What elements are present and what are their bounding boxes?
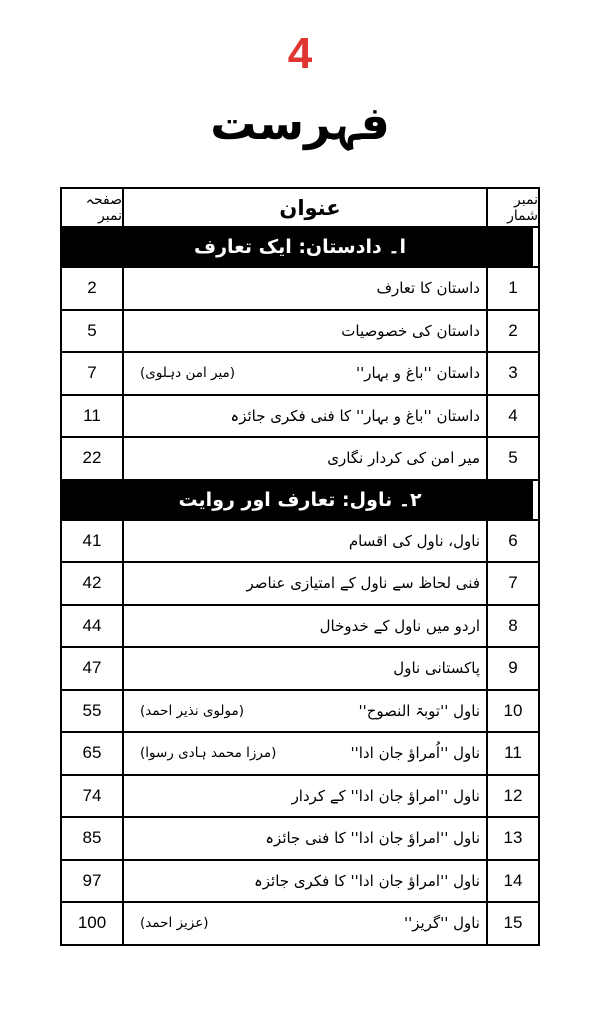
serial-header: نمبر شمار bbox=[507, 191, 538, 224]
entry-title: داستان ''باغ و بہار'' کا فنی فکری جائزہ bbox=[230, 406, 480, 425]
serial-cell bbox=[486, 861, 538, 902]
toc-row bbox=[62, 901, 538, 944]
toc-row bbox=[62, 309, 538, 352]
page-number: 47 bbox=[82, 658, 102, 678]
serial-number: 7 bbox=[508, 573, 518, 593]
page-number-cell bbox=[62, 311, 124, 352]
toc-row bbox=[62, 394, 538, 437]
serial-number: 5 bbox=[508, 448, 518, 468]
toc-row bbox=[62, 266, 538, 309]
page-number: 55 bbox=[82, 700, 102, 720]
title-cell bbox=[124, 648, 486, 689]
entry-title: ناول ''اُمراؤ جان ادا'' bbox=[350, 744, 480, 763]
toc-row bbox=[62, 816, 538, 859]
toc-row bbox=[62, 689, 538, 732]
entry-title: ناول ''امراؤ جان ادا'' کا فنی جائزہ bbox=[265, 829, 480, 848]
toc-row bbox=[62, 774, 538, 817]
serial-cell bbox=[486, 776, 538, 817]
page-number: 97 bbox=[82, 870, 102, 890]
title-cell bbox=[124, 776, 486, 817]
page-title: فہرست bbox=[210, 96, 390, 150]
entry-title: ناول ''توبۃ النصوح'' bbox=[358, 701, 480, 720]
toc-row bbox=[62, 436, 538, 479]
entry-author: (میر امن دہلوی) bbox=[140, 365, 236, 382]
toc-row bbox=[62, 731, 538, 774]
entry-title: ناول ''امراؤ جان ادا'' کے کردار bbox=[291, 786, 480, 805]
serial-number: 14 bbox=[503, 870, 523, 890]
page-number: 100 bbox=[77, 913, 107, 933]
page-number-cell bbox=[62, 438, 124, 479]
serial-cell bbox=[486, 606, 538, 647]
page-number: 44 bbox=[82, 615, 102, 635]
serial-cell bbox=[486, 691, 538, 732]
page-number: 2 bbox=[87, 278, 97, 298]
section-header-row bbox=[62, 479, 538, 519]
serial-cell bbox=[486, 818, 538, 859]
entry-author: (عزیز احمد) bbox=[140, 915, 209, 932]
serial-cell bbox=[486, 396, 538, 437]
serial-number: 10 bbox=[503, 700, 523, 720]
page-number-header-cell bbox=[62, 189, 124, 226]
title-cell bbox=[124, 311, 486, 352]
serial-number: 8 bbox=[508, 615, 518, 635]
page-number-cell bbox=[62, 396, 124, 437]
title-cell bbox=[124, 521, 486, 562]
serial-cell bbox=[486, 648, 538, 689]
title-cell bbox=[124, 268, 486, 309]
page-number-cell bbox=[62, 648, 124, 689]
page-number: 65 bbox=[82, 743, 102, 763]
toc-row bbox=[62, 646, 538, 689]
table-of-contents bbox=[60, 187, 540, 946]
serial-cell bbox=[486, 353, 538, 394]
entry-author: (مرزا محمد ہادی رسوا) bbox=[140, 745, 277, 762]
serial-number: 11 bbox=[504, 743, 522, 763]
serial-cell bbox=[486, 563, 538, 604]
serial-cell bbox=[486, 521, 538, 562]
serial-cell bbox=[486, 903, 538, 944]
page-number: 85 bbox=[82, 828, 102, 848]
page-number: 11 bbox=[83, 405, 101, 425]
page-number-cell bbox=[62, 733, 124, 774]
entry-title: فنی لحاظ سے ناول کے امتیازی عناصر bbox=[246, 574, 480, 593]
toc-row bbox=[62, 519, 538, 562]
serial-number: 9 bbox=[508, 658, 518, 678]
page-number-cell bbox=[62, 521, 124, 562]
entry-title: داستان ''باغ و بہار'' bbox=[355, 364, 480, 383]
entry-title: ناول، ناول کی اقسام bbox=[348, 531, 480, 550]
page-number-cell bbox=[62, 903, 124, 944]
entry-title: داستان کا تعارف bbox=[376, 279, 480, 298]
page-number-cell bbox=[62, 563, 124, 604]
serial-number: 13 bbox=[503, 828, 523, 848]
title-header-cell bbox=[124, 189, 486, 226]
serial-number: 1 bbox=[508, 278, 518, 298]
serial-cell bbox=[486, 311, 538, 352]
page-number: 42 bbox=[82, 573, 102, 593]
page-number: 74 bbox=[82, 785, 102, 805]
toc-row bbox=[62, 351, 538, 394]
page-number-header: صفحہ نمبر bbox=[85, 191, 122, 224]
page-number-cell bbox=[62, 606, 124, 647]
serial-cell bbox=[486, 438, 538, 479]
page-number: 7 bbox=[87, 363, 97, 383]
page-number-cell bbox=[62, 353, 124, 394]
title-cell bbox=[124, 903, 486, 944]
page-number-cell bbox=[62, 861, 124, 902]
page-number: 22 bbox=[82, 448, 102, 468]
toc-row bbox=[62, 604, 538, 647]
title-cell bbox=[124, 606, 486, 647]
page-number-cell bbox=[62, 691, 124, 732]
section-header-row bbox=[62, 226, 538, 266]
entry-title: ناول ''گریز'' bbox=[403, 914, 480, 933]
title-cell bbox=[124, 353, 486, 394]
entry-title: پاکستانی ناول bbox=[393, 659, 480, 678]
serial-number: 4 bbox=[508, 405, 518, 425]
entry-author: (مولوی نذیر احمد) bbox=[140, 702, 245, 719]
serial-cell bbox=[486, 733, 538, 774]
serial-number: 15 bbox=[503, 913, 523, 933]
page-number-cell bbox=[62, 776, 124, 817]
page-number: 5 bbox=[87, 320, 97, 340]
title-cell bbox=[124, 563, 486, 604]
serial-number: 3 bbox=[508, 363, 518, 383]
title-cell bbox=[124, 733, 486, 774]
title-cell bbox=[124, 691, 486, 732]
title-cell bbox=[124, 861, 486, 902]
entry-title: داستان کی خصوصیات bbox=[341, 321, 480, 340]
serial-cell bbox=[486, 268, 538, 309]
serial-number: 2 bbox=[508, 320, 518, 340]
toc-header-row bbox=[62, 189, 538, 226]
serial-number: 12 bbox=[503, 785, 523, 805]
title-cell bbox=[124, 438, 486, 479]
page-number-cell bbox=[62, 818, 124, 859]
toc-row bbox=[62, 859, 538, 902]
entry-title: اردو میں ناول کے خدوخال bbox=[319, 616, 480, 635]
page-number: 41 bbox=[82, 530, 102, 550]
serial-number: 6 bbox=[508, 530, 518, 550]
section-title: ۲۔ ناول: تعارف اور روایت bbox=[178, 488, 422, 511]
serial-header-cell bbox=[486, 189, 538, 226]
folio-number: 4 bbox=[287, 29, 313, 78]
entry-title: ناول ''امراؤ جان ادا'' کا فکری جائزہ bbox=[253, 871, 480, 890]
entry-title: میر امن کی کردار نگاری bbox=[327, 449, 480, 468]
title-cell bbox=[124, 396, 486, 437]
toc-row bbox=[62, 561, 538, 604]
title-cell bbox=[124, 818, 486, 859]
title-header: عنوان bbox=[279, 195, 341, 220]
section-title: ا۔ دادستان: ایک تعارف bbox=[194, 236, 406, 258]
page-number-cell bbox=[62, 268, 124, 309]
